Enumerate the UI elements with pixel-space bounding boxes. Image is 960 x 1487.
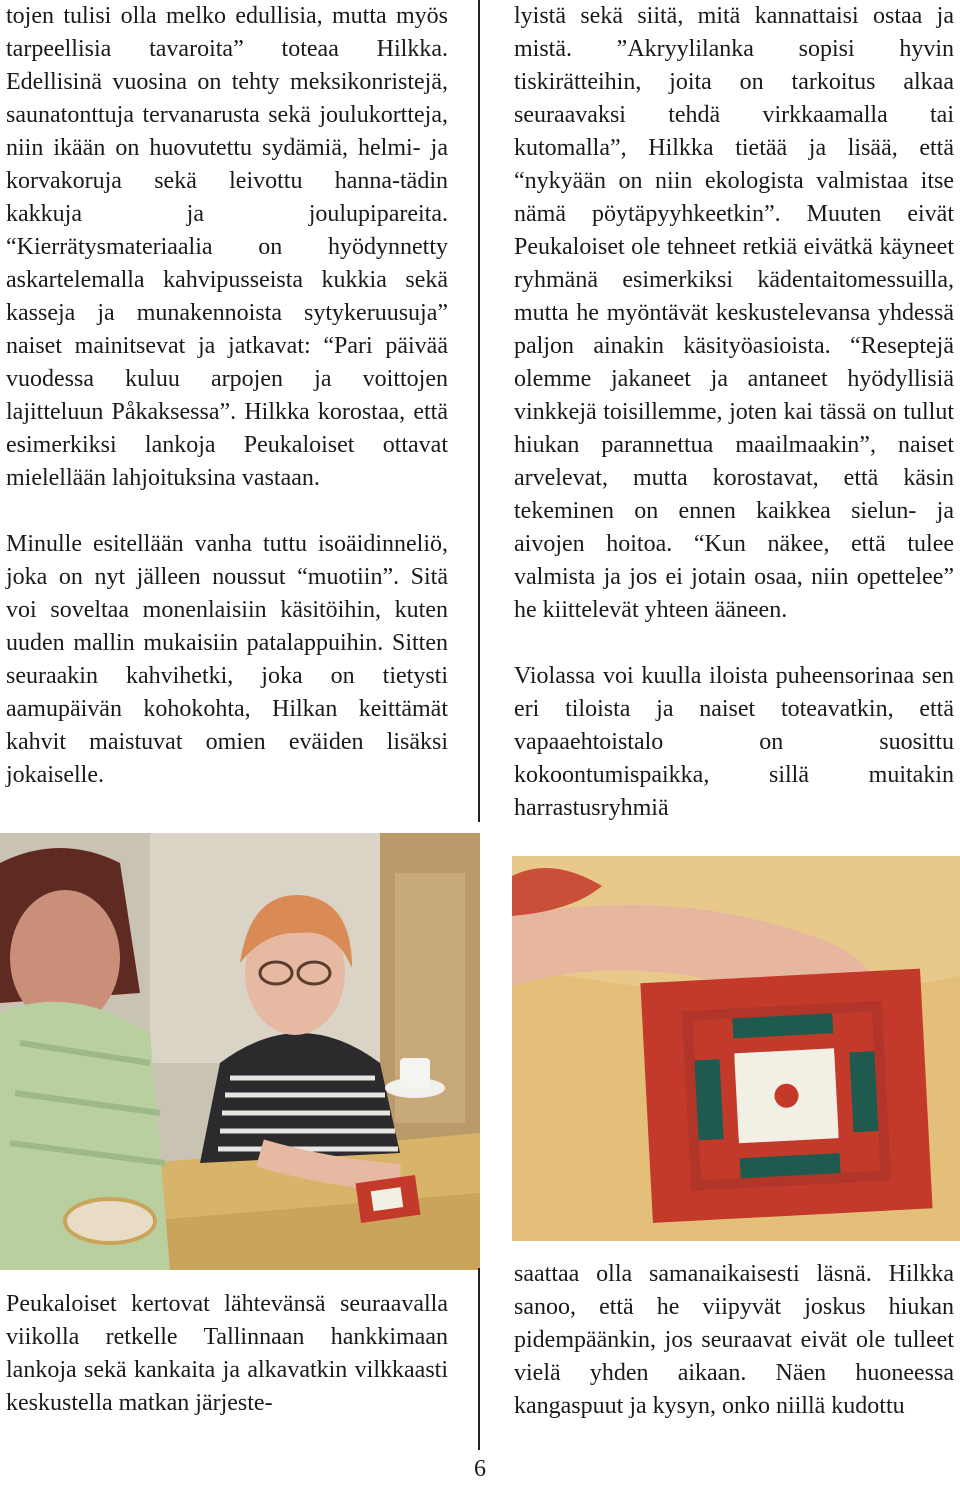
photo-women-at-table — [0, 833, 480, 1270]
body-paragraph-1: tojen tulisi olla melko edullisia, mutta myös tarpeellisia tavaroita” toteaa Hilkka. Edellisinä vuosina on tehty meksikonristejä, saunatonttuja tervanarusta sekä joulukortteja, niin ikään on huovutettu sydämiä, helmi- ja korvakoruja sekä leivottu hanna-tädin kakkuja ja joulupipareita. “Kierrätysmateriaalia on hyödynnetty askartelemalla kahvipusseista kukkia sekä kasseja ja munakennoista sytykeruusuja” naiset mainitsevat ja jatkavat: “Pari päivää vuodessa kuluu arpojen ja voittojen lajitteluun Påkaksessa”. Hilkka korostaa, että esimerkiksi lankoja Peukaloiset ottavat mielellään lahjoituksina vastaan. — [6, 3, 448, 491]
body-paragraph-2: Minulle esitellään vanha tuttu isoäidinneliö, joka on nyt jälleen noussut “muotiin”. Sitä voi soveltaa monenlaisiin käsitöihin, kuten uuden mallin mukaisiin patalappuihin. Sitten seuraakin kahvihetki, joka on tietysti aamupäivän kohokohta, Hilkan keittämät kahvit maistuvat omien eväiden lisäksi jokaiselle. — [6, 531, 448, 788]
body-paragraph-6: saattaa olla samanaikaisesti läsnä. Hilkka sanoo, että he viipyvät joskus hiukan pidempäänkin, jos seuraavat eivät ole tulleet vielä yhden aikaan. Näen huoneessa kangaspuut ja kysyn, onko niillä kudottu — [514, 1261, 954, 1419]
column-divider-bottom — [478, 1268, 480, 1450]
body-paragraph-5: Peukaloiset kertovat lähtevänsä seuraavalla viikolla retkelle Tallinnaan hankkimaan lankoja sekä kankaita ja alkavatkin vilkkaasti keskustella matkan järjeste- — [6, 1291, 448, 1416]
left-column-bottom — [6, 1288, 448, 1420]
page-number: 6 — [474, 1456, 486, 1482]
column-divider-top — [478, 0, 480, 822]
left-column-top — [6, 0, 448, 792]
right-column-top — [514, 0, 954, 825]
right-column-bottom — [514, 1258, 954, 1423]
body-paragraph-4: Violassa voi kuulla iloista puheensorinaa sen eri tiloista ja naiset toteavatkin, että vapaaehtoistalo on suosittu kokoontumispaikka, sillä muitakin harrastusryhmiä — [514, 663, 954, 821]
photo-granny-square — [512, 856, 960, 1241]
body-paragraph-3: lyistä sekä siitä, mitä kannattaisi ostaa ja mistä. ”Akryylilanka sopisi hyvin tiskirätteihin, joita on tarkoitus alkaa seuraavaksi tehdä virkkaamalla tai kutomalla”, Hilkka tietää ja lisää, että “nykyään on niin ekologista valmistaa itse nämä pöytäpyyhkeetkin”. Muuten eivät Peukaloiset ole tehneet retkiä eivätkä käyneet ryhmänä esimerkiksi kädentaitomessuilla, mutta he myöntävät keskustelevansa yhdessä paljon ainakin käsityöasioista. “Reseptejä olemme jakaneet ja antaneet hyödyllisiä vinkkejä toisillemme, joten kai tässä on tullut hiukan parannettua maailmaakin”, naiset arvelevat, mutta korostavat, että käsin tekeminen on ennen kaikkea sielun- ja aivojen hoitoa. “Kun näkee, että tulee valmista ja jos ei jotain osaa, niin opettelee” he kiittelevät yhteen ääneen. — [514, 3, 954, 623]
